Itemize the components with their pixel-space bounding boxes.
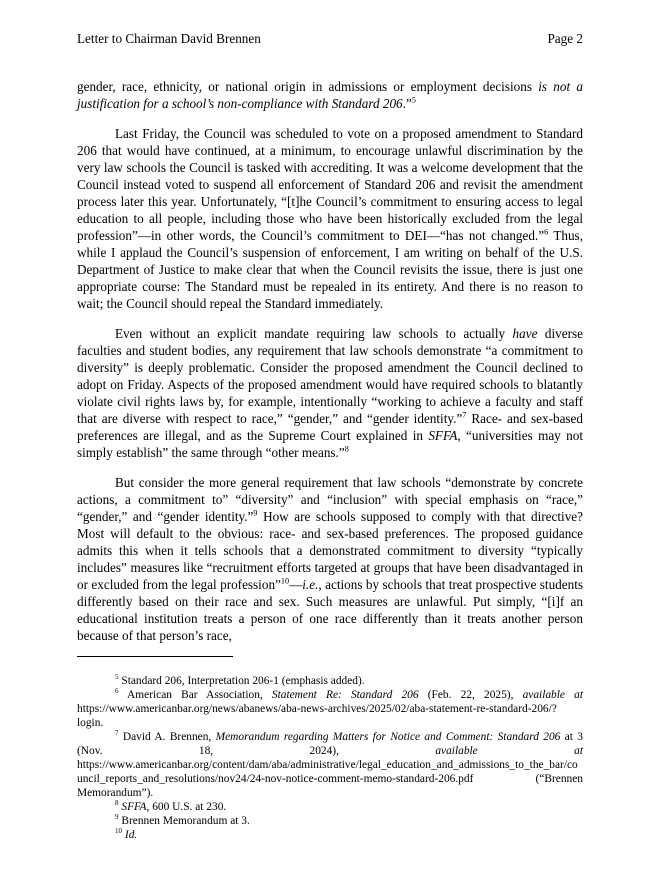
text-run: Even without an explicit mandate requiring law schools to actually: [115, 326, 513, 341]
footnote-separator: [77, 656, 233, 657]
paragraph: [77, 325, 583, 461]
text-run: https://www.americanbar.org/content/dam/aba/administrative/legal_education_and_admissions_to_the_bar/council_reports_and_resolutions/nov24/24-nov-notice-comment-memo-standard-206.pdf (“Brennen Memorandum”).: [77, 759, 583, 799]
text-run: American Bar Association,: [118, 689, 272, 701]
page-header: [77, 30, 583, 47]
paragraph: [77, 125, 583, 312]
text-run: .”: [402, 96, 412, 111]
text-run: Last Friday, the Council was scheduled to vote on a proposed amendment to Standard 206 that would have continued, at a minimum, to encourage unlawful discrimination by the very law schools the Council is tasked with accrediting. It was a welcome development that the Council instead voted to suspend all enforcement of Standard 206 and revisit the amendment process later this year. Unfortunately, “[t]he Council’s commitment to ensuring access to legal education to all people, including those who have been historically excluded from the legal profession”—in other words, the Council’s commitment to DEI—“has not changed.”: [77, 126, 583, 243]
header-title: Letter to Chairman David Brennen: [77, 31, 261, 46]
text-run: SFFA: [121, 801, 147, 813]
footnote-reference: 5: [411, 95, 416, 105]
text-run: https://www.americanbar.org/news/abanews/aba-news-archives/2025/02/aba-statement-re-standard-206/?login.: [77, 703, 557, 729]
footnote: [77, 674, 583, 688]
footnote-list: [77, 674, 583, 842]
footnote-area: [77, 656, 583, 842]
text-run: How are schools supposed to comply with that directive? Most will default to the obvious: race- and sex-based preferences. The proposed guidance admits this when it tells schools that a demonstrated commitment to diversity “typically includes” measures like “recruitment efforts targeted at groups that have been disadvantaged in or excluded from the legal profession”: [77, 509, 583, 592]
footnote: [77, 730, 583, 800]
footnote-reference: 9: [115, 813, 119, 822]
text-run: Memorandum regarding Matters for Notice and Comment: Standard 206: [215, 731, 561, 743]
footnote: [77, 814, 583, 828]
text-run: But consider the more general requirement that law schools “demonstrate by concrete actions, a commitment to” “diversity” and “inclusion” with special emphasis on “race,” “gender,” and “gender identity.”: [77, 475, 583, 524]
footnote-reference: 10: [115, 827, 123, 836]
text-run: Statement Re: Standard 206: [271, 689, 419, 701]
footnote-reference: 5: [115, 673, 119, 682]
text-run: have: [512, 326, 538, 341]
text-run: available at: [435, 745, 583, 757]
document-body: [77, 78, 583, 644]
paragraph: [77, 78, 583, 112]
text-run: Thus, while I applaud the Council’s suspension of enforcement, I am writing on behalf of the U.S. Department of Justice to make clear that when the Council revisits the issue, there is just one appropriate course: The Standard must be repealed in its entirety. And there is no reason to wait; the Council should repeal the Standard immediately.: [77, 228, 583, 311]
text-run: Id.: [124, 829, 138, 841]
text-run: (Feb. 22, 2025),: [418, 689, 523, 701]
footnote: [77, 800, 583, 814]
footnote-reference: 8: [344, 444, 349, 454]
footnote-reference: 8: [115, 799, 119, 808]
footnote-reference: 7: [115, 729, 119, 738]
text-run: , actions by schools that treat prospective students differently based on their race and sex. Such measures are unlawful. Put simply, “[i]f an educational institution treats a person of one race differently than it treats another person because of that person’s race,: [77, 577, 584, 643]
text-run: —: [289, 577, 303, 592]
text-run: Brennen Memorandum at 3.: [118, 815, 250, 827]
footnote: [77, 688, 583, 730]
text-run: i.e.: [302, 577, 319, 592]
text-run: at 3 (Nov. 18, 2024),: [77, 731, 583, 757]
text-run: David A. Brennen,: [118, 731, 216, 743]
text-run: diverse faculties and student bodies, any requirement that law schools demonstrate “a commitment to diversity” is deeply problematic. Consider the proposed amendment the Council declined to adopt on Friday. Aspects of the proposed amendment would have required schools to blatantly violate civil rights laws by, for example, intentionally “working to achieve a faculty and staff that are diverse with respect to race,” “gender,” and “gender identity.”: [77, 326, 583, 426]
footnote-reference: 7: [462, 410, 467, 420]
text-run: SFFA: [428, 428, 458, 443]
text-run: gender, race, ethnicity, or national origin in admissions or employment decisions: [77, 79, 539, 94]
footnote-reference: 9: [253, 508, 258, 518]
page-number: Page 2: [547, 31, 583, 46]
footnote-reference: 6: [544, 227, 549, 237]
text-run: is not a justification for a school’s non-compliance with Standard 206: [77, 79, 583, 111]
text-run: available at: [522, 689, 583, 701]
text-run: , 600 U.S. at 230.: [146, 801, 227, 813]
text-run: Standard 206, Interpretation 206-1 (emphasis added).: [118, 675, 365, 687]
paragraph: [77, 474, 583, 644]
text-run: Race- and sex-based preferences are illegal, and as the Supreme Court explained in: [77, 411, 583, 443]
footnote: [77, 828, 583, 842]
footnote-reference: 6: [115, 687, 119, 696]
text-run: , “universities may not simply establish” the same through “other means.”: [77, 428, 583, 460]
footnote-reference: 10: [280, 576, 290, 586]
